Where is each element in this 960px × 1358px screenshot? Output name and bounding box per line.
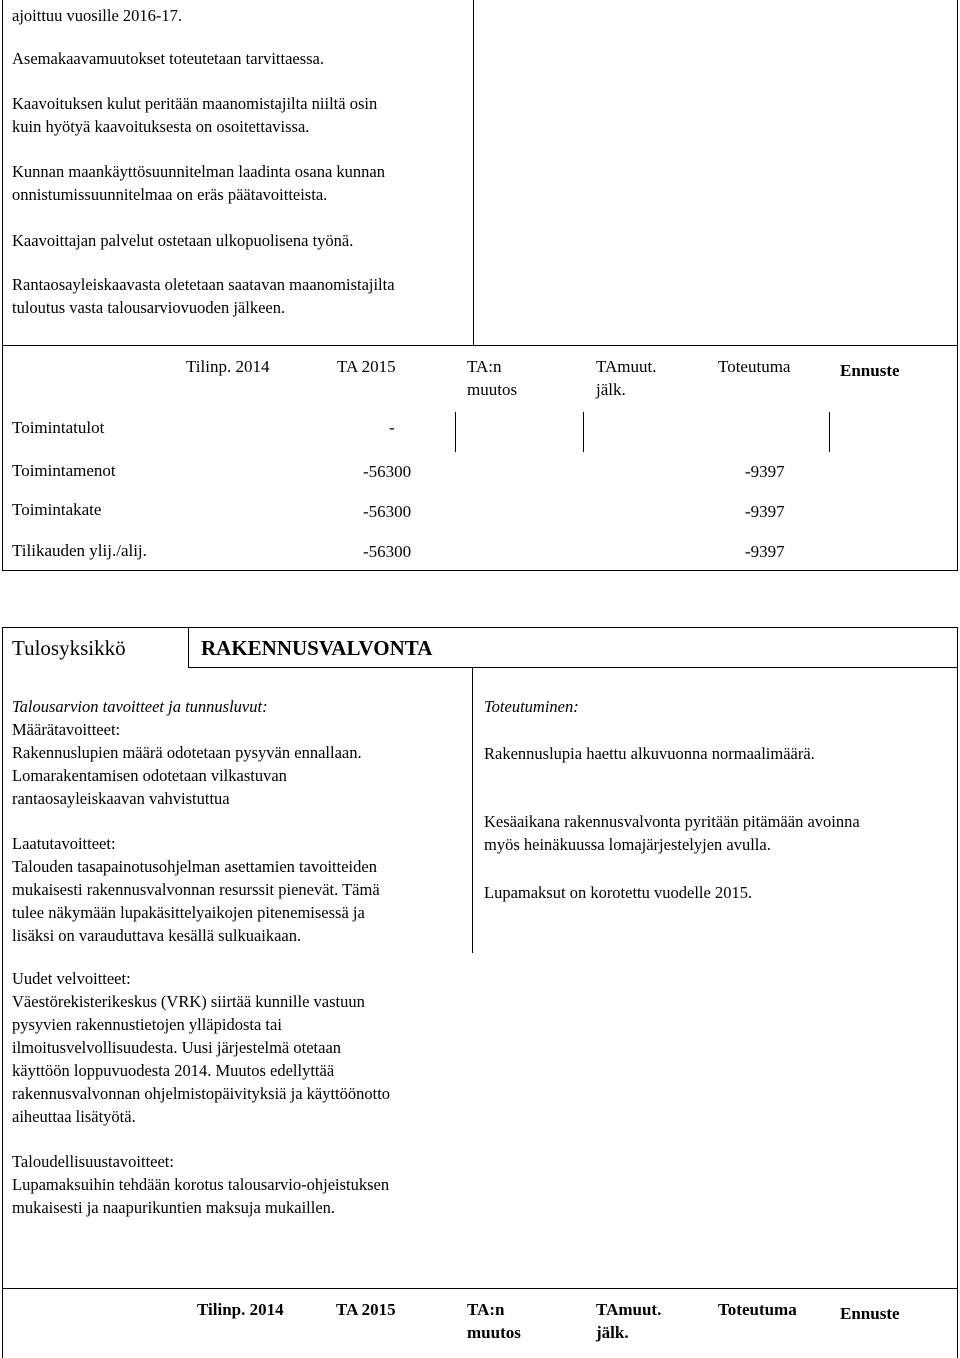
table1-row-label: Tilikauden ylij./alij. — [12, 541, 147, 560]
table1-row-toteutuma: -9397 — [745, 542, 785, 561]
table1-row-ta2015: -56300 — [363, 542, 412, 561]
table2-header-ta2015: TA 2015 — [336, 1300, 396, 1319]
unit-name: RAKENNUSVALVONTA — [201, 636, 433, 660]
realization-heading: Toteutuminen: — [484, 697, 579, 716]
laatu-section: Laatutavoitteet: Talouden tasapainotusohjelman asettamien tavoitteiden mukaisesti rakennusvalvonnan resurssit pienevät. Tämä tulee näkymään lupakäsittelyaikojen pitenemisessä ja lisäksi on varauduttava kesällä sulkuaikaan. — [12, 834, 380, 945]
realization-section — [484, 695, 579, 718]
table1-row-label: Toimintakate — [12, 500, 102, 519]
table2-header-tan: TA:n muutos — [467, 1300, 521, 1342]
maara-heading: Määrätavoitteet: — [12, 720, 121, 739]
table1-header-tan: TA:n muutos — [467, 357, 518, 399]
table1-header-toteutuma: Toteutuma — [718, 357, 791, 376]
table1-right-border — [957, 345, 958, 571]
table1-row-ta2015: -56300 — [363, 462, 412, 481]
top-box-left-border — [2, 0, 3, 345]
goals-column-divider — [472, 668, 473, 953]
realization-p1: Rakennuslupia haettu alkuvuonna normaalimäärä. — [484, 744, 815, 763]
laatu-heading: Laatutavoitteet: — [12, 834, 116, 853]
table1-header-tilinp: Tilinp. 2014 — [186, 357, 270, 376]
table2-top-border — [2, 1288, 958, 1289]
uudet-heading: Uudet velvoitteet: — [12, 969, 131, 988]
table1-header-ta2015: TA 2015 — [337, 357, 396, 376]
top-box-bottom-border — [2, 345, 958, 346]
top-paragraph-services: Kaavoittajan palvelut ostetaan ulkopuolisena työnä. — [12, 231, 354, 250]
top-paragraph-shoreline: Rantaosayleiskaavasta oletetaan saatavan maanomistajilta tuloutus vasta talousarviovuoden jälkeen. — [12, 275, 395, 317]
table1-row-ta2015: - — [389, 418, 395, 437]
top-paragraph-schedule: ajoittuu vuosille 2016-17. — [12, 6, 183, 25]
top-box-right-border — [957, 0, 958, 345]
unit-header-bottom — [188, 667, 958, 668]
top-paragraph-plan: Kunnan maankäyttösuunnitelman laadinta osana kunnan onnistumissuunnitelmaa on eräs päätavoitteista. — [12, 162, 385, 204]
table1-row-toteutuma: -9397 — [745, 502, 785, 521]
top-paragraph-asemakaava: Asemakaavamuutokset toteutetaan tarvittaessa. — [12, 49, 325, 68]
realization-p3: Lupamaksut on korotettu vuodelle 2015. — [484, 883, 753, 902]
table2-header-toteutuma: Toteutuma — [718, 1300, 797, 1319]
unit-left-border — [2, 627, 3, 1358]
table2-header-ennuste: Ennuste — [840, 1304, 900, 1323]
uudet-section: Uudet velvoitteet: Väestörekisterikeskus (VRK) siirtää kunnille vastuun pysyvien rakennustietojen ylläpidosta tai ilmoitusvelvollisuudesta. Uusi järjestelmä otetaan käyttöön loppuvuodesta 2014. Muutos edellyttää rakennusvalvonnan ohjelmistopäivityksiä ja käyttöönotto aiheuttaa lisätyötä. — [12, 969, 391, 1126]
talous-section: Taloudellisuustavoitteet: Lupamaksuihin tehdään korotus talousarvio-ohjeistuksen mukaisesti ja naapurikuntien maksuja mukaillen. — [12, 1152, 390, 1217]
table2-header-tilinp: Tilinp. 2014 — [197, 1300, 284, 1319]
table1-row-ta2015: -56300 — [363, 502, 412, 521]
table1-header-separator — [829, 412, 830, 452]
top-paragraph-costs: Kaavoituksen kulut peritään maanomistajilta niiltä osin kuin hyötyä kaavoituksesta on osoitettavissa. — [12, 94, 378, 136]
table2-header-tamuut: TAmuut. jälk. — [596, 1300, 662, 1342]
table1-row-label: Toimintatulot — [12, 418, 105, 437]
goals-heading: Talousarvion tavoitteet ja tunnusluvut: — [12, 697, 268, 716]
table1-left-border — [2, 345, 3, 571]
table1-header-tamuut: TAmuut. jälk. — [596, 357, 657, 399]
unit-label-divider — [188, 627, 189, 668]
unit-top-border — [2, 627, 958, 628]
table1-bottom-border — [2, 570, 958, 571]
talous-heading: Taloudellisuustavoitteet: — [12, 1152, 174, 1171]
top-box-divider — [473, 0, 474, 345]
unit-label: Tulosyksikkö — [12, 636, 126, 660]
table1-header-separator — [455, 412, 456, 452]
realization-p2: Kesäaikana rakennusvalvonta pyritään pitämään avoinna myös heinäkuussa lomajärjestelyjen avulla. — [484, 812, 860, 854]
goals-section: Talousarvion tavoitteet ja tunnusluvut: Määrätavoitteet: Rakennuslupien määrä odotetaan pysyvän ennallaan. Lomarakentamisen odotetaan vilkastuvan rantaosayleiskaavan vahvistuttua — [12, 697, 362, 808]
table1-header-separator — [583, 412, 584, 452]
unit-right-border — [957, 627, 958, 1358]
table1-header-ennuste: Ennuste — [840, 361, 900, 380]
table1-row-label: Toimintamenot — [12, 461, 116, 480]
table1-row-toteutuma: -9397 — [745, 462, 785, 481]
